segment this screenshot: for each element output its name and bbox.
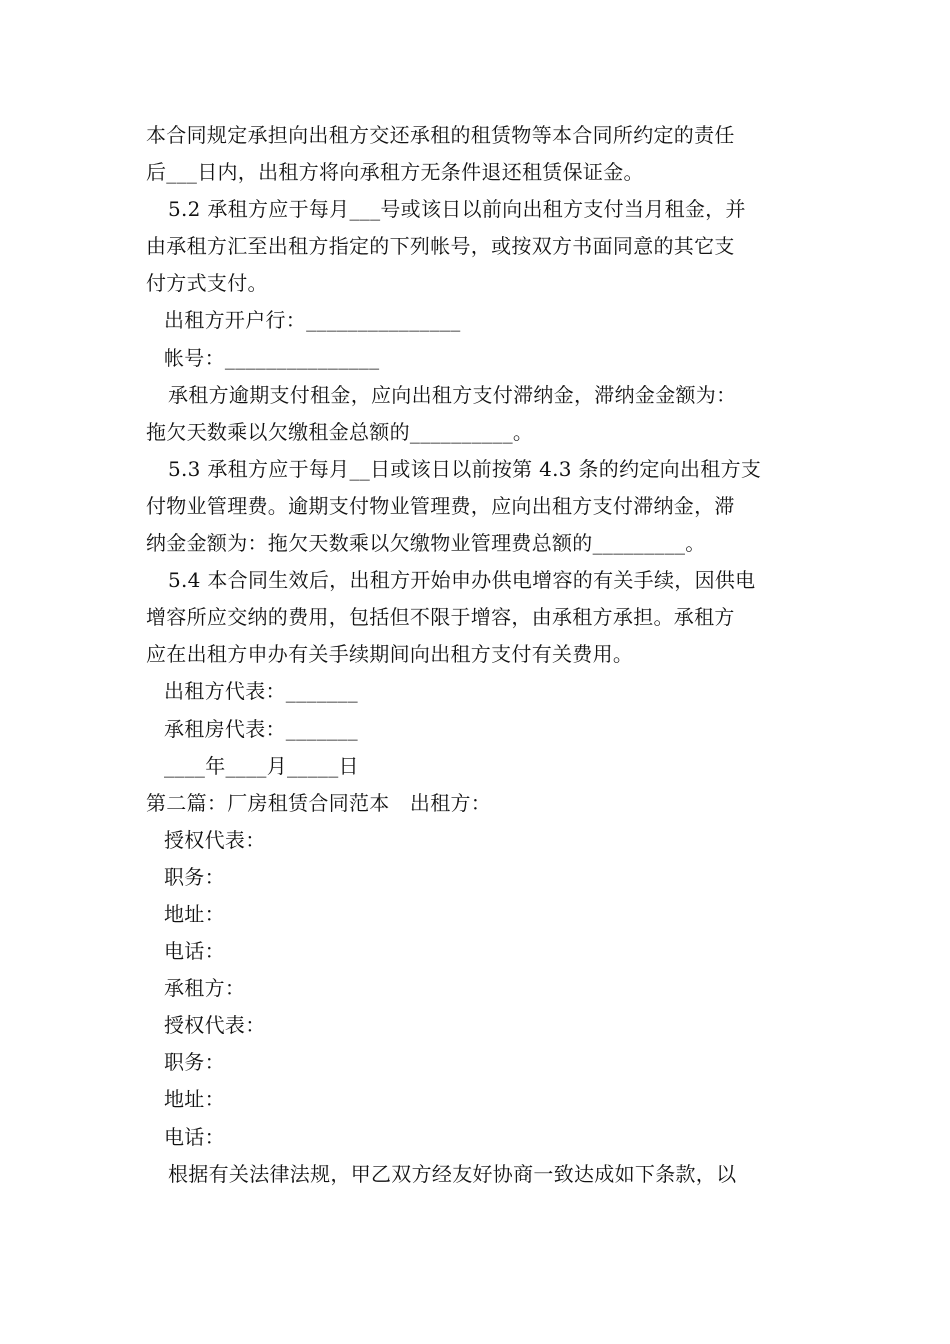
document-line: 增容所应交纳的费用，包括但不限于增容，由承租方承担。承租方 — [146, 605, 735, 630]
document-line: 出租方开户行：_______________ — [164, 308, 461, 333]
document-line: 5.4 本合同生效后，出租方开始申办供电增容的有关手续，因供电 — [168, 568, 756, 593]
document-line: 后___日内，出租方将向承租方无条件退还租赁保证金。 — [146, 160, 644, 185]
document-line: 由承租方汇至出租方指定的下列帐号，或按双方书面同意的其它支 — [146, 234, 735, 259]
document-line: 5.3 承租方应于每月__日或该日以前按第 4.3 条的约定向出租方支 — [168, 456, 762, 481]
document-line: 应在出租方申办有关手续期间向出租方支付有关费用。 — [146, 642, 634, 667]
document-line: 授权代表： — [164, 827, 266, 852]
document-line: 授权代表： — [164, 1013, 266, 1038]
document-line: 承租房代表：_______ — [164, 716, 358, 741]
document-line: 本合同规定承担向出租方交还承租的租赁物等本合同所约定的责任 — [146, 123, 735, 147]
document-line: 电话： — [164, 1124, 225, 1149]
document-line: 付方式支付。 — [146, 271, 268, 296]
document-line: 承租方逾期支付租金，应向出租方支付滞纳金，滞纳金金额为： — [168, 382, 737, 407]
document-line: 职务： — [164, 864, 225, 889]
document-line: 出租方代表：_______ — [164, 679, 358, 704]
document-page — [146, 117, 811, 1193]
document-line: 5.2 承租方应于每月___号或该日以前向出租方支付当月租金，并 — [168, 197, 746, 222]
document-line: 职务： — [164, 1050, 225, 1075]
document-line: 拖欠天数乘以欠缴租金总额的__________。 — [146, 419, 534, 444]
document-line: 根据有关法律法规，甲乙双方经友好协商一致达成如下条款，以 — [168, 1161, 737, 1186]
document-line: 帐号：_______________ — [164, 345, 380, 370]
document-line: 第二篇：厂房租赁合同范本 出租方： — [146, 790, 492, 815]
document-line: 地址： — [164, 901, 225, 926]
document-line: 地址： — [164, 1087, 225, 1112]
document-line: 承租方： — [164, 976, 246, 1001]
document-line: 付物业管理费。逾期支付物业管理费，应向出租方支付滞纳金，滞 — [146, 493, 735, 518]
document-line: ____年____月_____日 — [164, 753, 359, 778]
document-line: 电话： — [164, 939, 225, 964]
document-line: 纳金金额为：拖欠天数乘以欠缴物业管理费总额的_________。 — [146, 531, 706, 556]
